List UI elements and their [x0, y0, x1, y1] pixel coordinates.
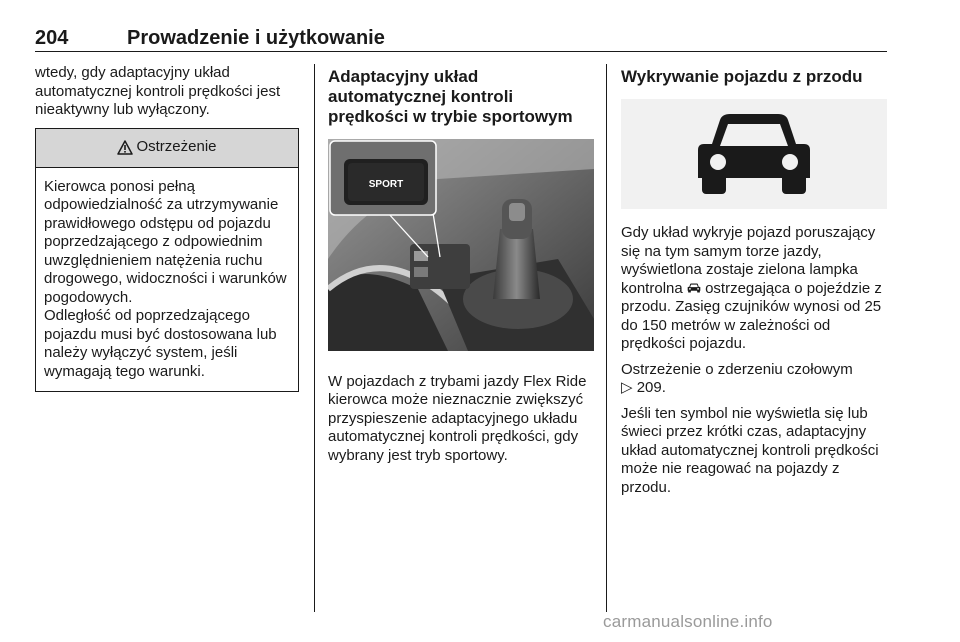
warning-title: Ostrzeżenie	[136, 138, 217, 156]
warning-text: Odległość od poprzedzającego pojazdu musi być dostosowana lub należy wyłączyć system, jeśli wymagają tego warunki.	[44, 307, 277, 380]
page-reference[interactable]: 209.	[636, 379, 666, 396]
body-paragraph	[621, 224, 889, 354]
section-heading: Adaptacyjny układ automatycznej kontroli prędkości w trybie sportowym	[328, 67, 573, 126]
section-heading: Wykrywanie pojazdu z przodu	[621, 67, 863, 86]
warning-triangle-icon	[117, 140, 133, 155]
warning-box	[35, 128, 299, 393]
column-3	[621, 64, 889, 504]
body-paragraph: Jeśli ten symbol nie wyświetla się lub świeci przez krótki czas, adaptacyjny układ automatycznej kontroli prędkości może nie reagować na pojazdy z przodu.	[621, 404, 879, 496]
warning-header	[36, 129, 298, 168]
column-2	[328, 64, 594, 472]
section-title: Prowadzenie i użytkowanie	[127, 27, 385, 49]
page-header	[35, 27, 887, 52]
watermark: carmanualsonline.info	[603, 612, 773, 631]
body-text: Gdy układ wykryje pojazd poruszający się na tym samym torze jazdy, wyświetlona zostaje zielona lampka kontrolna	[621, 224, 876, 297]
sport-label: SPORT	[368, 179, 404, 190]
intro-paragraph: wtedy, gdy adaptacyjny układ automatycznej kontroli prędkości jest nieaktywny lub wyłączony.	[35, 64, 281, 118]
reference-text: Ostrzeżenie o zderzeniu czołowym	[621, 360, 853, 378]
warning-body	[36, 168, 298, 392]
symbol-panel	[621, 99, 887, 209]
sport-button-photo	[328, 139, 594, 351]
column-divider	[314, 64, 315, 612]
page-reference-arrow-icon: ▷	[621, 379, 633, 396]
vehicle-ahead-icon	[692, 112, 816, 196]
column-divider	[606, 64, 607, 612]
cross-reference-paragraph	[621, 361, 889, 398]
vehicle-ahead-inline-icon	[687, 282, 701, 294]
body-paragraph: W pojazdach z trybami jazdy Flex Ride kierowca może nieznacznie zwiększyć przyspieszenie adaptacyjnego układu automatycznej kontroli prędkości, gdy wybrany jest tryb sportowy.	[328, 372, 587, 464]
warning-text: Kierowca ponosi pełną odpowiedzialność za utrzymywanie prawidłowego odstępu od pojazdu poprzedzającego z odpowiednim uwzględnieniem natężenia ruchu drogowego, widoczności i warunków pogodowych.	[44, 177, 287, 306]
body-text: ostrzegająca o pojeździe z przodu. Zasięg czujników wynosi od 25 do 150 metrów w zależności od prędkości pojazdu.	[621, 279, 882, 352]
page-number: 204	[35, 27, 69, 49]
column-1	[35, 64, 300, 392]
